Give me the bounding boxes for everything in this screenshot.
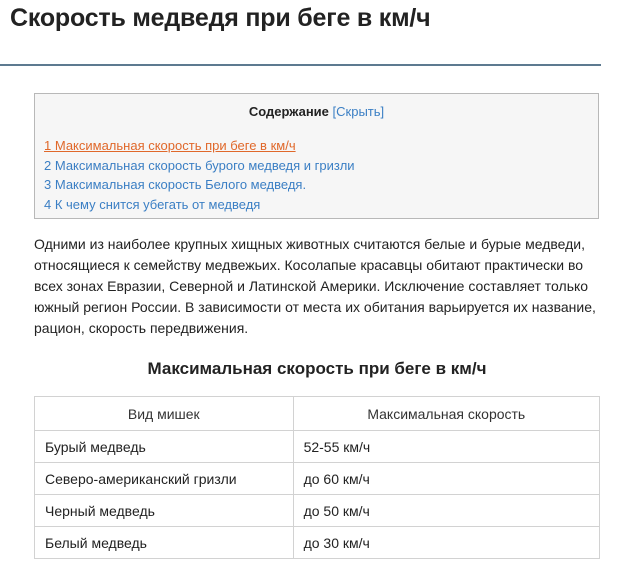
speed-cell: до 60 км/ч <box>293 463 599 495</box>
bear-speed-table <box>34 396 600 559</box>
toc-bracket-close: ] <box>380 104 385 119</box>
toc-item <box>44 195 355 215</box>
section-heading: Максимальная скорость при беге в км/ч <box>147 359 487 378</box>
toc-link-2[interactable]: 2 Максимальная скорость бурого медведя и гризли <box>44 157 355 173</box>
table-row <box>35 495 600 527</box>
column-header-species: Вид мишек <box>35 397 294 431</box>
toc-item <box>44 136 355 156</box>
toc-item <box>44 175 355 195</box>
speed-cell: до 30 км/ч <box>293 527 599 559</box>
toc-header <box>35 104 598 119</box>
table-row <box>35 431 600 463</box>
table-row <box>35 463 600 495</box>
table-header-row <box>35 397 600 431</box>
speed-cell: 52-55 км/ч <box>293 431 599 463</box>
intro-paragraph: Одними из наиболее крупных хищных животных считаются белые и бурые медведи, относящиеся к семейству медвежьих. Косолапые красавцы обитают практически во всех зонах Евразии, Северной и Латинской Америки. Исключение составляет только южный регион России. В зависимости от места их обитания варьируется их название, рацион, скорость передвижения. <box>34 236 596 336</box>
column-header-max-speed: Максимальная скорость <box>293 397 599 431</box>
toc-hide-link[interactable]: Скрыть <box>336 104 381 119</box>
toc-bracket-open: [ <box>332 104 337 119</box>
table-of-contents <box>34 93 599 219</box>
speed-cell: до 50 км/ч <box>293 495 599 527</box>
species-cell: Белый медведь <box>35 527 294 559</box>
table-row <box>35 527 600 559</box>
toc-title: Содержание <box>248 104 329 119</box>
species-cell: Северо-американский гризли <box>35 463 294 495</box>
toc-item <box>44 156 355 176</box>
page-title: Скорость медведя при беге в км/ч <box>10 4 431 32</box>
toc-link-1[interactable]: 1 Максимальная скорость при беге в км/ч <box>44 138 296 153</box>
title-divider <box>0 64 601 66</box>
toc-list <box>44 136 355 214</box>
species-cell: Черный медведь <box>35 495 294 527</box>
toc-link-4[interactable]: 4 К чему снится убегать от медведя <box>44 196 261 212</box>
species-cell: Бурый медведь <box>35 431 294 463</box>
toc-link-3[interactable]: 3 Максимальная скорость Белого медведя. <box>44 177 307 192</box>
